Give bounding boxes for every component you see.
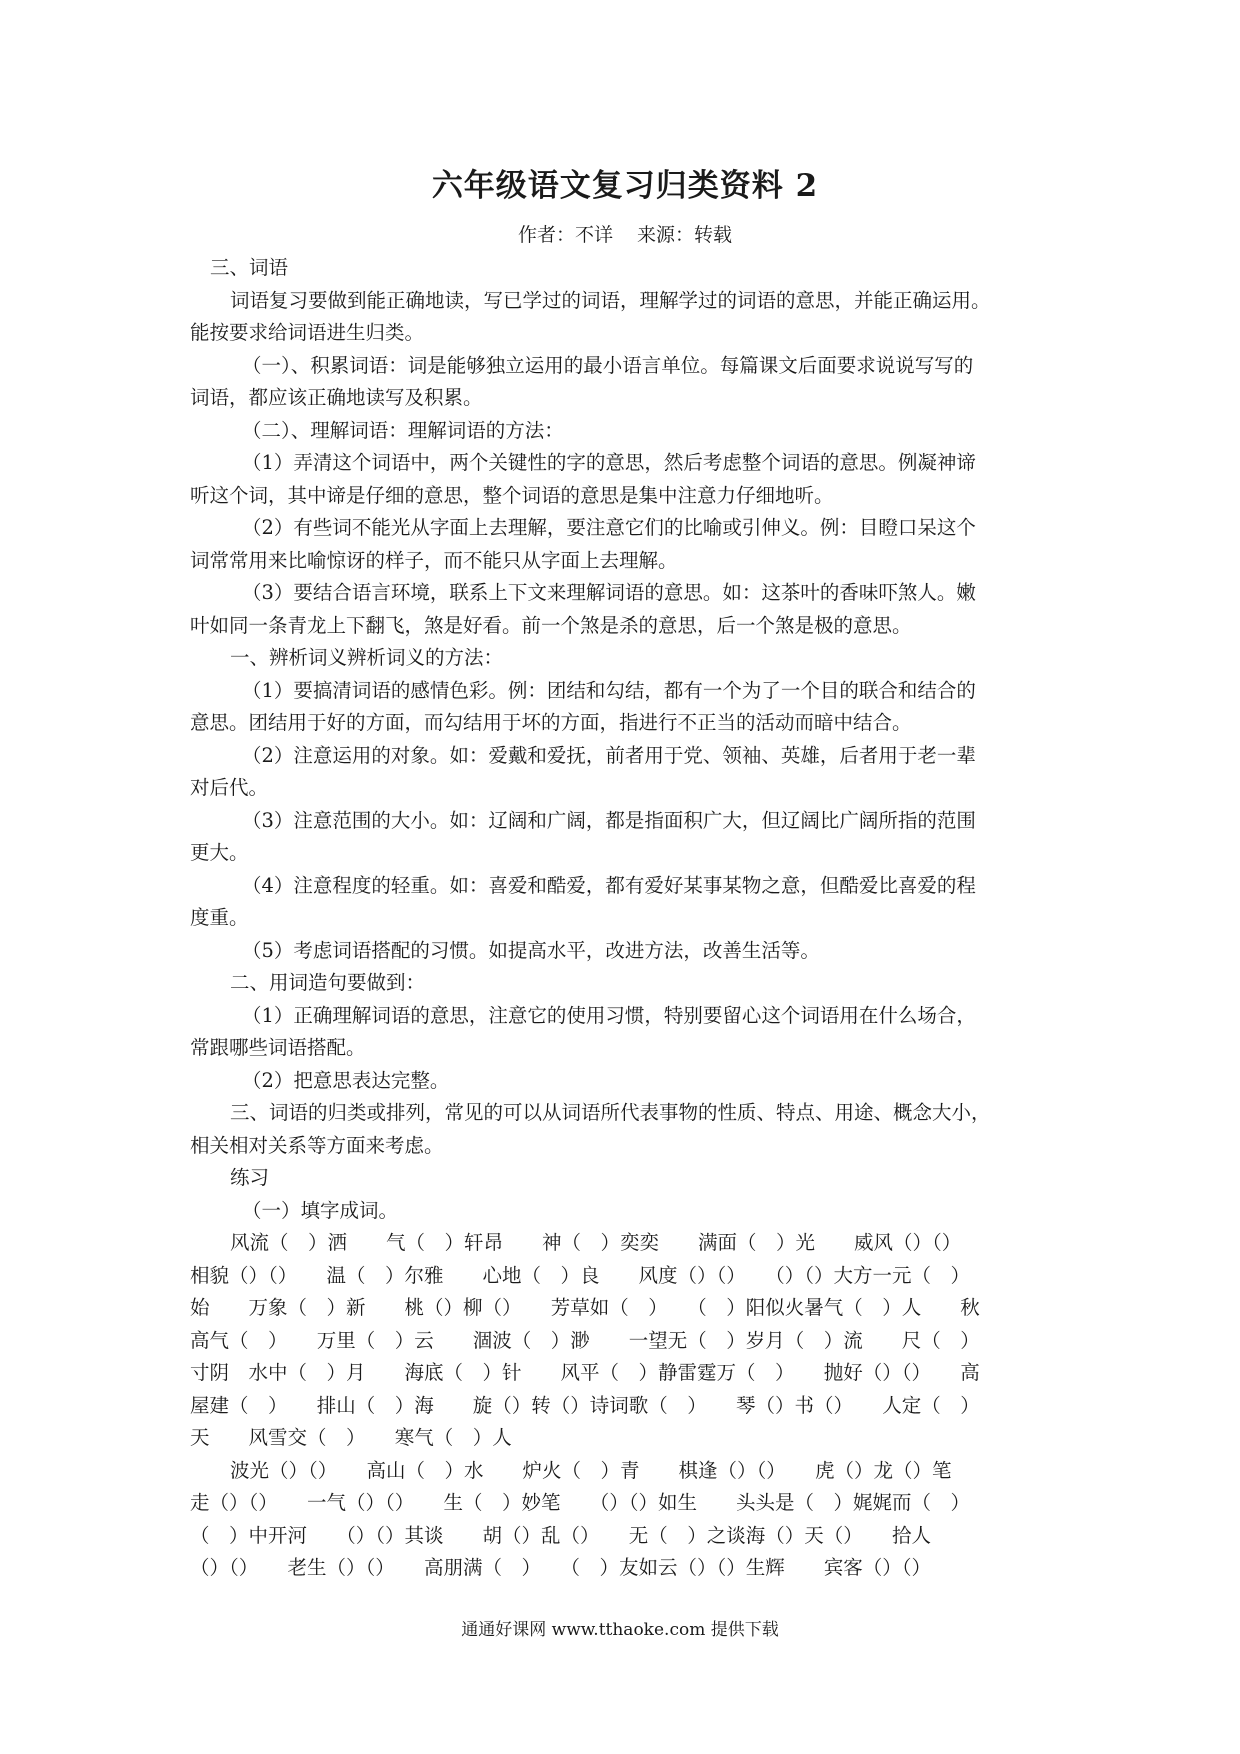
body-line: 屋建（ ） 排山（ ）海 旋（）转（）诗词歌（ ） 琴（）书（） 人定（ ）: [190, 1393, 980, 1417]
body-line: （1）要搞清词语的感情色彩。例：团结和勾结，都有一个为了一个目的联合和结合的: [242, 678, 976, 702]
body-line: （一）、积累词语：词是能够独立运用的最小语言单位。每篇课文后面要求说说写写的: [242, 353, 974, 377]
body-line: （一）填字成词。: [242, 1198, 399, 1222]
body-line: （二）、理解词语：理解词语的方法：: [242, 418, 564, 442]
doc-meta: [190, 220, 1060, 250]
body-line: （4）注意程度的轻重。如：喜爱和酷爱，都有爱好某事某物之意，但酷爱比喜爱的程: [242, 873, 976, 897]
body-line: 走（）（） 一气（）（） 生（ ）妙笔 （）（）如生 头头是（ ）娓娓而（ ）: [190, 1491, 971, 1514]
body-line: （1）正确理解词语的意思，注意它的使用习惯，特别要留心这个词语用在什么场合，: [242, 1003, 976, 1027]
body-line: 相关相对关系等方面来考虑。: [190, 1133, 444, 1157]
body-line: 寸阴 水中（ ）月 海底（ ）针 风平（ ）静雷霆万（ ） 抛好（）（） 高: [190, 1361, 980, 1384]
body-line: 三、词语的归类或排列，常见的可以从词语所代表事物的性质、特点、用途、概念大小，: [230, 1101, 991, 1124]
body-line: 天 风雪交（ ） 寒气（ ）人: [190, 1426, 512, 1449]
body-line: （3）要结合语言环境，联系上下文来理解词语的意思。如：这茶叶的香味吓煞人。嫩: [242, 581, 976, 604]
body-line: （1）弄清这个词语中，两个关键性的字的意思，然后考虑整个词语的意思。例凝神谛: [242, 451, 976, 474]
body-line: 二、用词造句要做到：: [230, 971, 426, 994]
body-line: 词语，都应该正确地读写及积累。: [190, 386, 483, 409]
body-line: 词常常用来比喻惊讶的样子，而不能只从字面上去理解。: [190, 548, 678, 572]
body-line: 高气（ ） 万里（ ）云 涸波（ ）渺 一望无（ ）岁月（ ）流 尺（ ）: [190, 1328, 980, 1352]
body-line: 更大。: [190, 841, 249, 864]
body-line: 相貌（）（） 温（ ）尔雅 心地（ ）良 风度（）（） （）（）大方一元（ ）: [190, 1263, 971, 1287]
body-line: 波光（）（） 高山（ ）水 炉火（ ）青 棋逢（）（） 虎（）龙（）笔: [230, 1458, 952, 1482]
body-line: （ ）中开河 （）（）其谈 胡（）乱（） 无（ ）之谈海（）天（） 拾人: [190, 1523, 932, 1547]
body-line: 能按要求给词语进生归类。: [190, 321, 425, 344]
body-line: 对后代。: [190, 776, 269, 799]
body-line: 意思。团结用于好的方面，而勾结用于坏的方面，指进行不正当的活动而暗中结合。: [190, 711, 912, 734]
body-line: 听这个词，其中谛是仔细的意思，整个词语的意思是集中注意力仔细地听。: [190, 483, 834, 507]
body-line: 三、词语: [210, 256, 289, 279]
body-line: 常跟哪些词语搭配。: [190, 1036, 366, 1059]
body-line: 始 万象（ ）新 桃（）柳（） 芳草如（ ） （ ）阳似火暑气（ ）人 秋: [190, 1296, 980, 1319]
doc-title: 六年级语文复习归类资料 2: [431, 168, 819, 204]
page-footer: 通通好课网 www.tthaoke.com 提供下载: [461, 1620, 779, 1640]
document-page: [190, 150, 1060, 1585]
body-line: 风流（ ）洒 气（ ）轩昂 神（ ）奕奕 满面（ ）光 威风（）（）: [230, 1231, 962, 1254]
doc-body: [190, 252, 1060, 1585]
body-line: 一、辨析词义辨析词义的方法：: [230, 646, 504, 669]
body-line: 叶如同一条青龙上下翻飞，煞是好看。前一个煞是杀的意思，后一个煞是极的意思。: [190, 613, 912, 637]
body-line: 词语复习要做到能正确地读，写已学过的词语，理解学过的词语的意思，并能正确运用。: [230, 288, 991, 312]
body-line: （5）考虑词语搭配的习惯。如提高水平，改进方法，改善生活等。: [242, 938, 820, 962]
body-line: （2）注意运用的对象。如：爱戴和爱抚，前者用于党、领袖、英雄，后者用于老一辈: [242, 743, 976, 767]
body-line: 度重。: [190, 906, 249, 929]
source-text: 来源：转载: [637, 224, 733, 246]
body-line: （3）注意范围的大小。如：辽阔和广阔，都是指面积广大，但辽阔比广阔所指的范围: [242, 808, 976, 832]
body-line: 练习: [230, 1166, 270, 1189]
body-line: （2）把意思表达完整。: [242, 1068, 450, 1092]
author-text: 作者：不详: [517, 224, 613, 246]
body-line: （2）有些词不能光从字面上去理解，要注意它们的比喻或引伸义。例：目瞪口呆这个: [242, 516, 976, 539]
body-line: （）（） 老生（）（） 高朋满（ ） （ ）友如云（）（）生辉 宾客（）（）: [190, 1556, 932, 1579]
